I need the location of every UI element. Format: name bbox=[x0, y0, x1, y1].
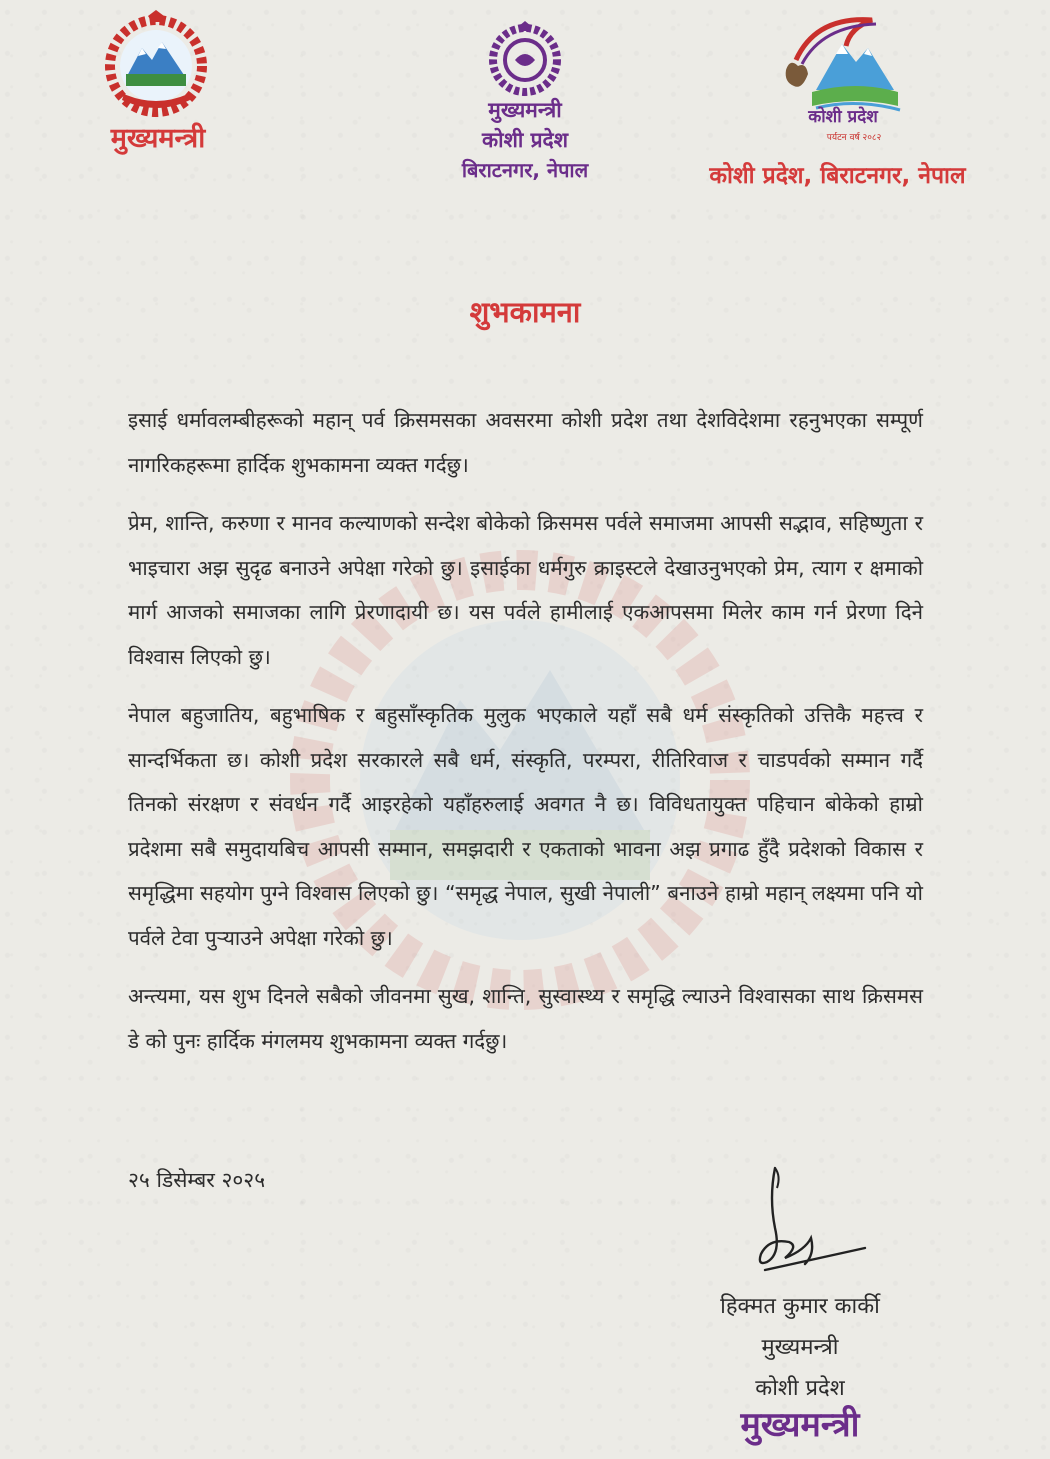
left-emblem-label: मुख्यमन्त्री bbox=[110, 123, 206, 154]
right-address-label: कोशी प्रदेश, बिराटनगर, नेपाल bbox=[709, 163, 966, 189]
mid-title-line-1: मुख्यमन्त्री bbox=[488, 98, 562, 122]
chief-minister-office-heading bbox=[440, 95, 610, 185]
right-logo-subtext: पर्यटन वर्ष २०८२ bbox=[826, 133, 882, 143]
signatory-position: मुख्यमन्त्री bbox=[761, 1335, 839, 1360]
signatory-block bbox=[670, 1286, 930, 1409]
letter-date: २५ डिसेम्बर २०२५ bbox=[128, 1168, 266, 1192]
right-logo-text: कोशी प्रदेश bbox=[808, 107, 878, 127]
signature-icon bbox=[745, 1158, 875, 1288]
chief-minister-emblem-icon bbox=[482, 20, 568, 98]
paragraph-3: नेपाल बहुजातिय, बहुभाषिक र बहुसाँस्कृतिक मुलुक भएकाले यहाँ सबै धर्म संस्कृतिको उत्तिकै महत्त्व र सान्दर्भिकता छ। कोशी प्रदेश सरकारले सबै धर्म, संस्कृति, परम्परा, रीतिरिवाज र चाडपर्वको सम्मान गर्दै तिनको संरक्षण र संवर्धन गर्दै आइरहेको यहाँहरुलाई अवगत नै छ। विविधतायुक्त पहिचान बोकेको हाम्रो प्रदेशमा सबै समुदायबिच आपसी सम्मान, समझदारी र एकताको भावना अझ प्रगाढ हुँदै प्रदेशको विकास र समृद्धिमा सहयोग पुग्ने विश्वास लिएको छु। “समृद्ध नेपाल, सुखी नेपाली” बनाउने हाम्रो महान् लक्ष्यमा पनि यो पर्वले टेवा पुऱ्याउने अपेक्षा गरेको छु। bbox=[128, 703, 923, 950]
signatory-name: हिक्मत कुमार कार्की bbox=[720, 1294, 880, 1319]
signatory-office: कोशी प्रदेश bbox=[755, 1376, 845, 1401]
paragraph-1: इसाई धर्मावलम्बीहरूको महान् पर्व क्रिसमसका अवसरमा कोशी प्रदेश तथा देशविदेशमा रहनुभएका सम्पूर्ण नागरिकहरूमा हार्दिक शुभकामना व्यक्त गर्दछु। bbox=[128, 408, 923, 477]
mid-title-line-2: कोशी प्रदेश bbox=[482, 128, 568, 152]
paragraph-4: अन्त्यमा, यस शुभ दिनले सबैको जीवनमा सुख, शान्ति, सुस्वास्थ्य र समृद्धि ल्याउने विश्वासका साथ क्रिसमस डे को पुनः हार्दिक मंगलमय शुभकामना व्यक्त गर्दछु। bbox=[128, 984, 923, 1053]
mid-title-line-3: बिराटनगर, नेपाल bbox=[461, 158, 589, 182]
letter-body bbox=[128, 398, 923, 1077]
koshi-province-logo-icon bbox=[776, 10, 910, 148]
page-title: शुभकामना bbox=[469, 295, 581, 329]
paragraph-2: प्रेम, शान्ति, करुणा र मानव कल्याणको सन्देश बोकेको क्रिसमस पर्वले समाजमा आपसी सद्भाव, सहिष्णुता र भाइचारा अझ सुदृढ बनाउने अपेक्षा गरेको छु। इसाईका धर्मगुरु क्राइस्टले देखाउनुभएको प्रेम, त्याग र क्षमाको मार्ग आजको समाजका लागि प्रेरणादायी छ। यस पर्वले हामीलाई एकआपसमा मिलेर काम गर्न प्रेरणा दिने विश्वास लिएको छु। bbox=[128, 511, 923, 669]
official-stamp: मुख्यमन्त्री bbox=[740, 1405, 860, 1445]
nepal-emblem-icon bbox=[100, 8, 212, 118]
